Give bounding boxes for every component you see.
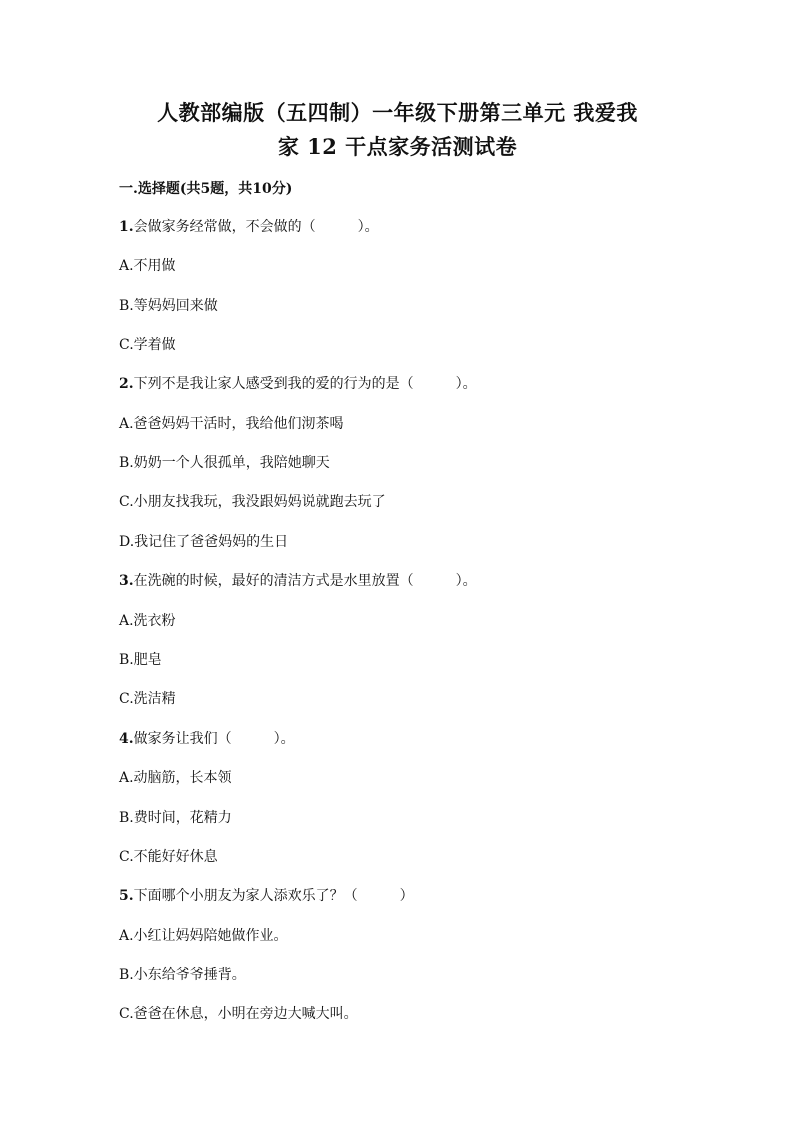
question-2-stem	[119, 375, 477, 393]
question-4-option-a: A.动脑筋，长本领	[119, 770, 232, 786]
question-3-option-b: B.肥皂	[119, 652, 162, 668]
question-3-option-c: C.洗洁精	[119, 691, 176, 707]
question-text: 下列不是我让家人感受到我的爱的行为的是（ ）。	[133, 376, 477, 392]
question-5-option-a: A.小红让妈妈陪她做作业。	[119, 928, 288, 944]
question-text: 在洗碗的时候，最好的清洁方式是水里放置（ ）。	[133, 573, 477, 589]
question-text: 会做家务经常做，不会做的（ ）。	[133, 219, 379, 235]
question-number: 3.	[119, 573, 134, 589]
question-2-option-a: A.爸爸妈妈干活时，我给他们沏茶喝	[119, 416, 344, 432]
question-text: 做家务让我们（ ）。	[133, 731, 295, 747]
question-number: 2.	[119, 376, 134, 392]
question-number: 4.	[119, 731, 134, 747]
question-5-option-b: B.小东给爷爷捶背。	[119, 967, 246, 983]
page-title	[110, 96, 685, 164]
title-line-2: 家 12 干点家务活测试卷	[277, 134, 518, 159]
question-4-option-b: B.费时间，花精力	[119, 810, 232, 826]
question-5-option-c: C.爸爸在休息，小明在旁边大喊大叫。	[119, 1006, 358, 1022]
question-text: 下面哪个小朋友为家人添欢乐了？（ ）	[133, 888, 414, 904]
question-number: 1.	[119, 219, 134, 235]
question-2-option-c: C.小朋友找我玩，我没跟妈妈说就跑去玩了	[119, 494, 386, 510]
question-2-option-b: B.奶奶一个人很孤单，我陪她聊天	[119, 455, 330, 471]
question-4-stem	[119, 730, 295, 748]
question-5-stem	[119, 887, 414, 905]
question-1-option-c: C.学着做	[119, 337, 176, 353]
question-3-option-a: A.洗衣粉	[119, 613, 176, 629]
question-4-option-c: C.不能好好休息	[119, 849, 218, 865]
question-3-stem	[119, 572, 477, 590]
question-1-option-a: A.不用做	[119, 258, 176, 274]
question-1-option-b: B.等妈妈回来做	[119, 298, 218, 314]
question-1-stem	[119, 218, 379, 236]
question-number: 5.	[119, 888, 134, 904]
question-2-option-d: D.我记住了爸爸妈妈的生日	[119, 534, 289, 550]
title-line-1: 人教部编版（五四制）一年级下册第三单元 我爱我	[157, 100, 638, 125]
section-heading: 一.选择题(共5题，共10分)	[119, 181, 293, 197]
